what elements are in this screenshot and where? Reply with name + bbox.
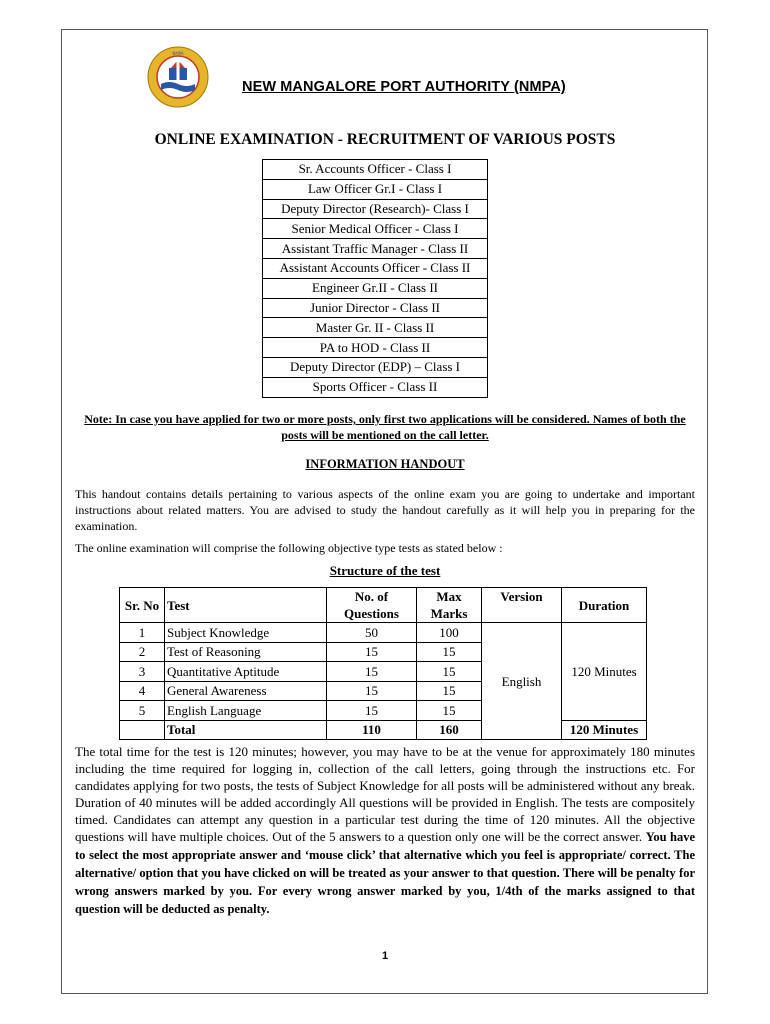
post-row bbox=[263, 199, 488, 219]
cell-marks: 15 bbox=[417, 701, 482, 721]
table-total-row bbox=[120, 720, 647, 740]
svg-text:NMPA: NMPA bbox=[172, 51, 184, 56]
page-title: ONLINE EXAMINATION - RECRUITMENT OF VARIOUS POSTS bbox=[154, 131, 616, 148]
post-row bbox=[263, 278, 488, 298]
post-cell: Law Officer Gr.I - Class I bbox=[263, 179, 488, 199]
cell-test: Quantitative Aptitude bbox=[165, 662, 327, 682]
post-cell: Assistant Traffic Manager - Class II bbox=[263, 239, 488, 259]
cell-questions: 15 bbox=[327, 662, 417, 682]
post-row bbox=[263, 318, 488, 338]
cell-questions: 15 bbox=[327, 681, 417, 701]
cell-sr-empty bbox=[120, 720, 165, 740]
cell-total-duration: 120 Minutes bbox=[562, 720, 647, 740]
cell-sr: 4 bbox=[120, 681, 165, 701]
cell-total-label: Total bbox=[165, 720, 327, 740]
cell-questions: 50 bbox=[327, 623, 417, 643]
post-cell: Engineer Gr.II - Class II bbox=[263, 278, 488, 298]
structure-title: Structure of the test bbox=[329, 563, 441, 578]
post-row bbox=[263, 258, 488, 278]
post-cell: Assistant Accounts Officer - Class II bbox=[263, 258, 488, 278]
cell-test: English Language bbox=[165, 701, 327, 721]
page-number: 1 bbox=[381, 950, 389, 962]
instructions-bold-text: You have to select the most appropriate answer and ‘mouse click’ that alternative which you feel is appropriate/ correct. The alternative/ option that you have clicked on will be treated as your answer to that question. There will be penalty for wrong answers marked by you. For every wrong answer marked by you, 1/4th of the marks assigned to that question will be deducted as penalty. bbox=[75, 830, 696, 916]
cell-test: General Awareness bbox=[165, 681, 327, 701]
tests-intro: The online examination will comprise the following objective type tests as stated below : bbox=[75, 541, 503, 555]
cell-marks: 15 bbox=[417, 642, 482, 662]
cell-questions: 15 bbox=[327, 701, 417, 721]
post-row bbox=[263, 219, 488, 239]
exam-structure-table bbox=[119, 587, 647, 740]
header-duration: Duration bbox=[562, 588, 647, 623]
note-text: Note: In case you have applied for two or more posts, only first two applications will be considered. Names of both the posts will be mentioned on the call letter. bbox=[84, 412, 686, 442]
organization-title: NEW MANGALORE PORT AUTHORITY (NMPA) bbox=[242, 79, 566, 95]
post-row bbox=[263, 239, 488, 259]
header-questions: No. of Questions bbox=[327, 588, 417, 623]
cell-total-questions: 110 bbox=[327, 720, 417, 740]
posts-table bbox=[262, 159, 488, 398]
cell-sr: 3 bbox=[120, 662, 165, 682]
header-version: Version bbox=[482, 588, 562, 623]
cell-duration: 120 Minutes bbox=[562, 623, 647, 721]
cell-questions: 15 bbox=[327, 642, 417, 662]
post-cell: Deputy Director (EDP) – Class I bbox=[263, 357, 488, 377]
post-cell: PA to HOD - Class II bbox=[263, 338, 488, 358]
handout-title: INFORMATION HANDOUT bbox=[305, 457, 465, 471]
header-marks: Max Marks bbox=[417, 588, 482, 623]
instructions-paragraph bbox=[75, 743, 695, 918]
cell-marks: 15 bbox=[417, 681, 482, 701]
instructions-normal-text: The total time for the test is 120 minutes; however, you may have to be at the venue for approximately 180 minutes including the time required for logging in, collection of the call letters, going through the instructions etc. For candidates applying for two posts, the tests of Subject Knowledge for all posts will be administered without any break. Duration of 40 minutes will be added accordingly All questions will be provided in English. The tests are compositely timed. Candidates can attempt any question in a particular test during the time of 120 minutes. All the objective questions will have multiple choices. Out of the 5 answers to a question only one will be the correct answer. bbox=[75, 744, 695, 844]
post-cell: Master Gr. II - Class II bbox=[263, 318, 488, 338]
table-row bbox=[120, 623, 647, 643]
post-cell: Deputy Director (Research)- Class I bbox=[263, 199, 488, 219]
cell-sr: 2 bbox=[120, 642, 165, 662]
table-header-row bbox=[120, 588, 647, 623]
intro-paragraph: This handout contains details pertaining to various aspects of the online exam you are going to undertake and important instructions about related matters. You are advised to study the handout carefully as it will help you in preparing for the examination. bbox=[75, 487, 695, 533]
post-row bbox=[263, 357, 488, 377]
post-row bbox=[263, 179, 488, 199]
cell-version: English bbox=[482, 623, 562, 740]
post-row bbox=[263, 298, 488, 318]
post-cell: Sr. Accounts Officer - Class I bbox=[263, 160, 488, 180]
cell-total-marks: 160 bbox=[417, 720, 482, 740]
post-cell: Senior Medical Officer - Class I bbox=[263, 219, 488, 239]
nmpa-logo-icon bbox=[147, 46, 209, 108]
cell-sr: 1 bbox=[120, 623, 165, 643]
post-cell: Sports Officer - Class II bbox=[263, 377, 488, 397]
header-test: Test bbox=[165, 588, 327, 623]
cell-test: Subject Knowledge bbox=[165, 623, 327, 643]
cell-marks: 100 bbox=[417, 623, 482, 643]
cell-test: Test of Reasoning bbox=[165, 642, 327, 662]
post-row bbox=[263, 160, 488, 180]
cell-marks: 15 bbox=[417, 662, 482, 682]
header-sr-no: Sr. No bbox=[120, 588, 165, 623]
post-row bbox=[263, 338, 488, 358]
post-row bbox=[263, 377, 488, 397]
post-cell: Junior Director - Class II bbox=[263, 298, 488, 318]
cell-sr: 5 bbox=[120, 701, 165, 721]
